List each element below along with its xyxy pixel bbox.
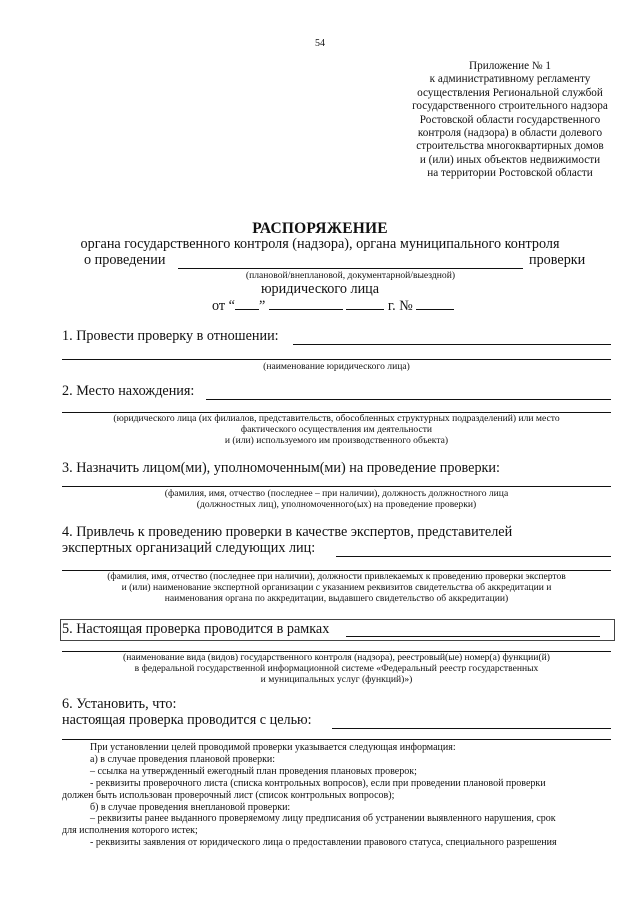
note-line: – реквизиты ранее выданного проверяемому лицу предписания об устранении выявленного нарушения, срок (90, 813, 556, 825)
appendix-line: Приложение № 1 (469, 60, 551, 72)
item-1-text: 1. Провести проверку в отношении: (62, 328, 279, 344)
caption-line: (юридического лица (их филиалов, представительств, обособленных структурных подразделений) или место (113, 413, 560, 424)
date-from-label: от “ (212, 298, 235, 314)
date-month-field[interactable] (269, 297, 343, 310)
inspection-type-field[interactable] (178, 268, 523, 269)
appendix-line: к административному регламенту (429, 73, 591, 86)
item-6-text-line1: 6. Установить, что: (62, 696, 177, 712)
item-2-caption (62, 413, 611, 447)
item-1-field-line2[interactable] (62, 359, 611, 360)
item-6-text-line2: настоящая проверка проводится с целью: (62, 712, 312, 728)
note-line: - реквизиты проверочного листа (списка контрольных вопросов), если при проведении плановой проверки (90, 777, 546, 789)
caption-line: (фамилия, имя, отчество (последнее при наличии), должности привлекаемых к проведению проверки экспертов (107, 571, 566, 582)
note-line: – ссылка на утвержденный ежегодный план проведения плановых проверок; (90, 765, 417, 777)
document-subtitle: органа государственного контроля (надзора), органа муниципального контроля (80, 236, 560, 252)
item-4-text-line2: экспертных организаций следующих лиц: (62, 540, 316, 556)
appendix-line: Ростовской области государственного (419, 113, 601, 126)
note-line: б) в случае проведения внеплановой проверки: (90, 801, 291, 813)
item-4-text-line1: 4. Привлечь к проведению проверки в качестве экспертов, представителей (62, 524, 513, 540)
inspection-word: проверки (529, 252, 586, 268)
appendix-line: осуществления Региональной службой (417, 86, 603, 99)
appendix-line: на территории Ростовской области (427, 167, 593, 180)
caption-line: (должностных лиц), уполномоченного(ых) на проведение проверки) (196, 499, 477, 511)
item-5-caption (62, 652, 611, 686)
caption-line: фактического осуществления им деятельности (240, 424, 433, 436)
item-2-text: 2. Место нахождения: (62, 383, 195, 399)
notes-block (62, 742, 622, 849)
note-line: - реквизиты заявления от юридического лица о предоставлении правового статуса, специального разрешения (90, 837, 557, 849)
item-4-field[interactable] (336, 556, 611, 557)
appendix-block (385, 60, 635, 181)
document-title: РАСПОРЯЖЕНИЕ (252, 220, 388, 237)
caption-line: (фамилия, имя, отчество (последнее – при наличии), должность должностного лица (164, 488, 509, 499)
on-conduct-label: о проведении (84, 252, 166, 268)
item-5-field[interactable] (346, 636, 600, 637)
caption-line: (наименование вида (видов) государственного контроля (надзора), реестровый(ые) номер(а) функции(й) (123, 652, 550, 663)
note-line: При установлении целей проводимой проверки указывается следующая информация: (90, 742, 456, 753)
document-number-field[interactable] (416, 297, 454, 310)
item-6-field[interactable] (332, 728, 611, 729)
caption-line: и (или) наименование экспертной организации с указанием реквизитов свидетельства об аккредитации и (121, 582, 552, 594)
item-3-caption (62, 488, 611, 510)
appendix-line: контроля (надзора) в области долевого (417, 127, 603, 140)
legal-entity-label: юридического лица (260, 281, 380, 297)
date-line (212, 297, 454, 315)
note-line: для исполнения которого истек; (62, 825, 198, 837)
item-5-text: 5. Настоящая проверка проводится в рамках (62, 621, 330, 637)
item-4-caption (62, 571, 611, 605)
item-6-field-line2[interactable] (62, 739, 611, 740)
date-quote-close: ” (258, 298, 266, 314)
item-2-field[interactable] (206, 399, 611, 400)
date-number-label: г. № (387, 298, 413, 314)
caption-line: в федеральной государственной информационной системе «Федеральный реестр государственных (134, 663, 539, 675)
item-3-field[interactable] (62, 486, 611, 487)
item-3-text: 3. Назначить лицом(ми), уполномоченным(ми) на проведение проверки: (62, 460, 500, 476)
note-line: а) в случае проведения плановой проверки: (90, 753, 276, 765)
item-1-field[interactable] (293, 344, 611, 345)
caption-line: наименования органа по аккредитации, выдавшего свидетельство об аккредитации) (164, 593, 509, 605)
caption-line: и муниципальных услуг (функций)») (260, 674, 413, 686)
date-year-field[interactable] (346, 297, 384, 310)
item-1-caption: (наименование юридического лица) (263, 361, 410, 372)
appendix-line: строительства многоквартирных домов (416, 140, 604, 153)
inspection-type-caption: (плановой/внеплановой, документарной/выездной) (245, 270, 456, 281)
caption-line: и (или) используемого им производственного объекта) (224, 435, 449, 447)
note-line: должен быть использован проверочный лист (список контрольных вопросов); (62, 789, 395, 801)
appendix-line: государственного строительного надзора (412, 100, 608, 113)
appendix-line: и (или) иных объектов недвижимости (419, 153, 601, 166)
page-number: 54 (315, 38, 325, 49)
date-day-field[interactable] (235, 297, 259, 310)
